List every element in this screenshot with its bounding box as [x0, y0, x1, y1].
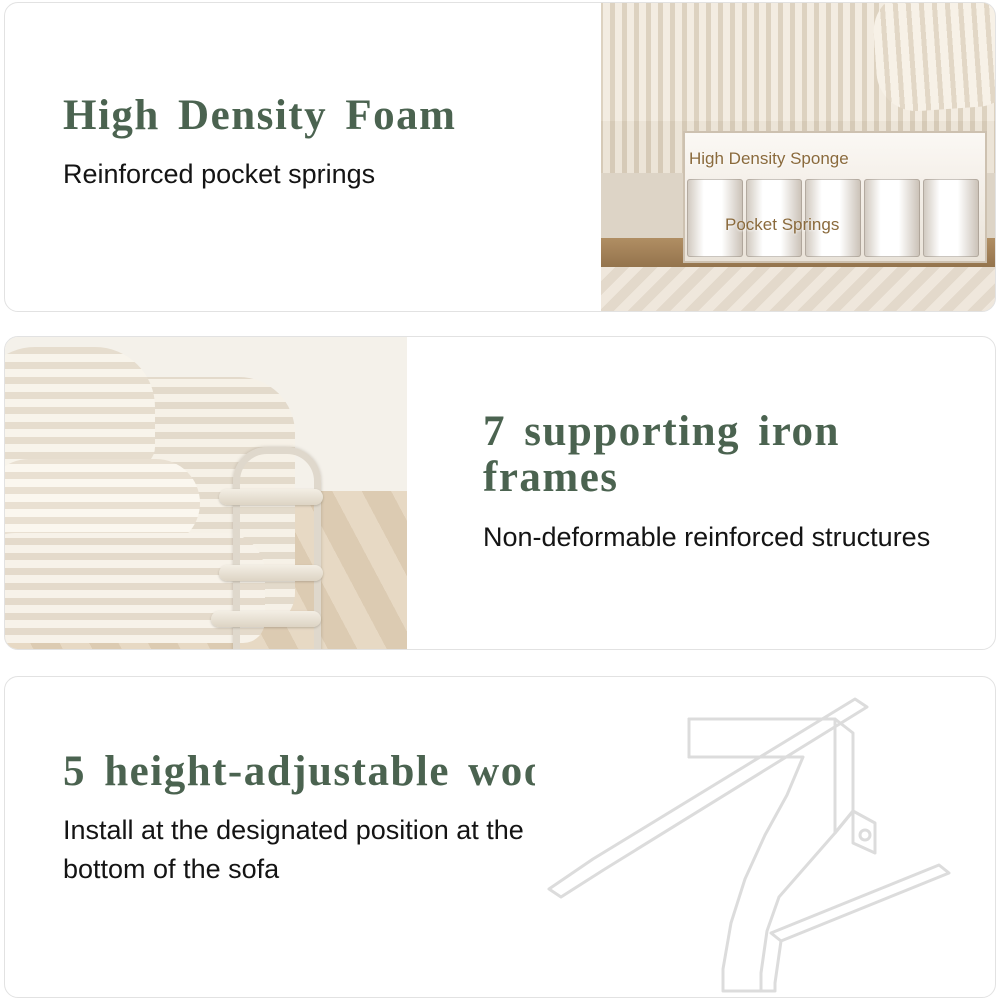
sofa-base-cutaway-photo — [601, 3, 995, 312]
card-text-block — [63, 749, 583, 888]
card-subline: Reinforced pocket springs — [63, 159, 376, 190]
feature-card-height-adjustable-wood — [4, 676, 996, 998]
card-headline: High Density Foam — [63, 92, 457, 139]
springs-callout-label: Pocket Springs — [725, 215, 840, 234]
card-headline: 5 height-adjustable wood — [63, 748, 573, 795]
feature-card-high-density-foam — [4, 2, 996, 312]
card-text-block — [63, 93, 583, 194]
floor-rug — [601, 267, 995, 312]
iron-support-bar — [211, 611, 321, 627]
sponge-callout-label: High Density Sponge — [689, 149, 849, 168]
sofa-cushion — [871, 3, 995, 114]
pocket-spring — [923, 179, 979, 257]
iron-support-bar — [219, 489, 323, 505]
card-subline: Non-deformable reinforced structures — [483, 521, 931, 552]
card-text-block — [483, 409, 953, 556]
iron-support-bar — [219, 565, 323, 581]
wood-leg-diagram — [535, 683, 985, 995]
wood-leg-body-outline — [689, 719, 853, 991]
feature-card-supporting-iron-frames — [4, 336, 996, 650]
card-subline: Install at the designated position at the bottom of the sofa — [63, 815, 524, 884]
bracket-screw-hole — [860, 830, 870, 840]
leg-bevel-line — [835, 811, 853, 833]
wood-leg-outline-svg — [535, 683, 985, 995]
armchair-iron-frame-photo — [5, 337, 407, 650]
card-headline: 7 supporting iron frames — [483, 408, 840, 502]
armchair-backrest — [5, 347, 155, 467]
bracket-plate-outline — [853, 811, 875, 853]
pocket-spring — [864, 179, 920, 257]
upper-rail-outline — [549, 699, 867, 897]
